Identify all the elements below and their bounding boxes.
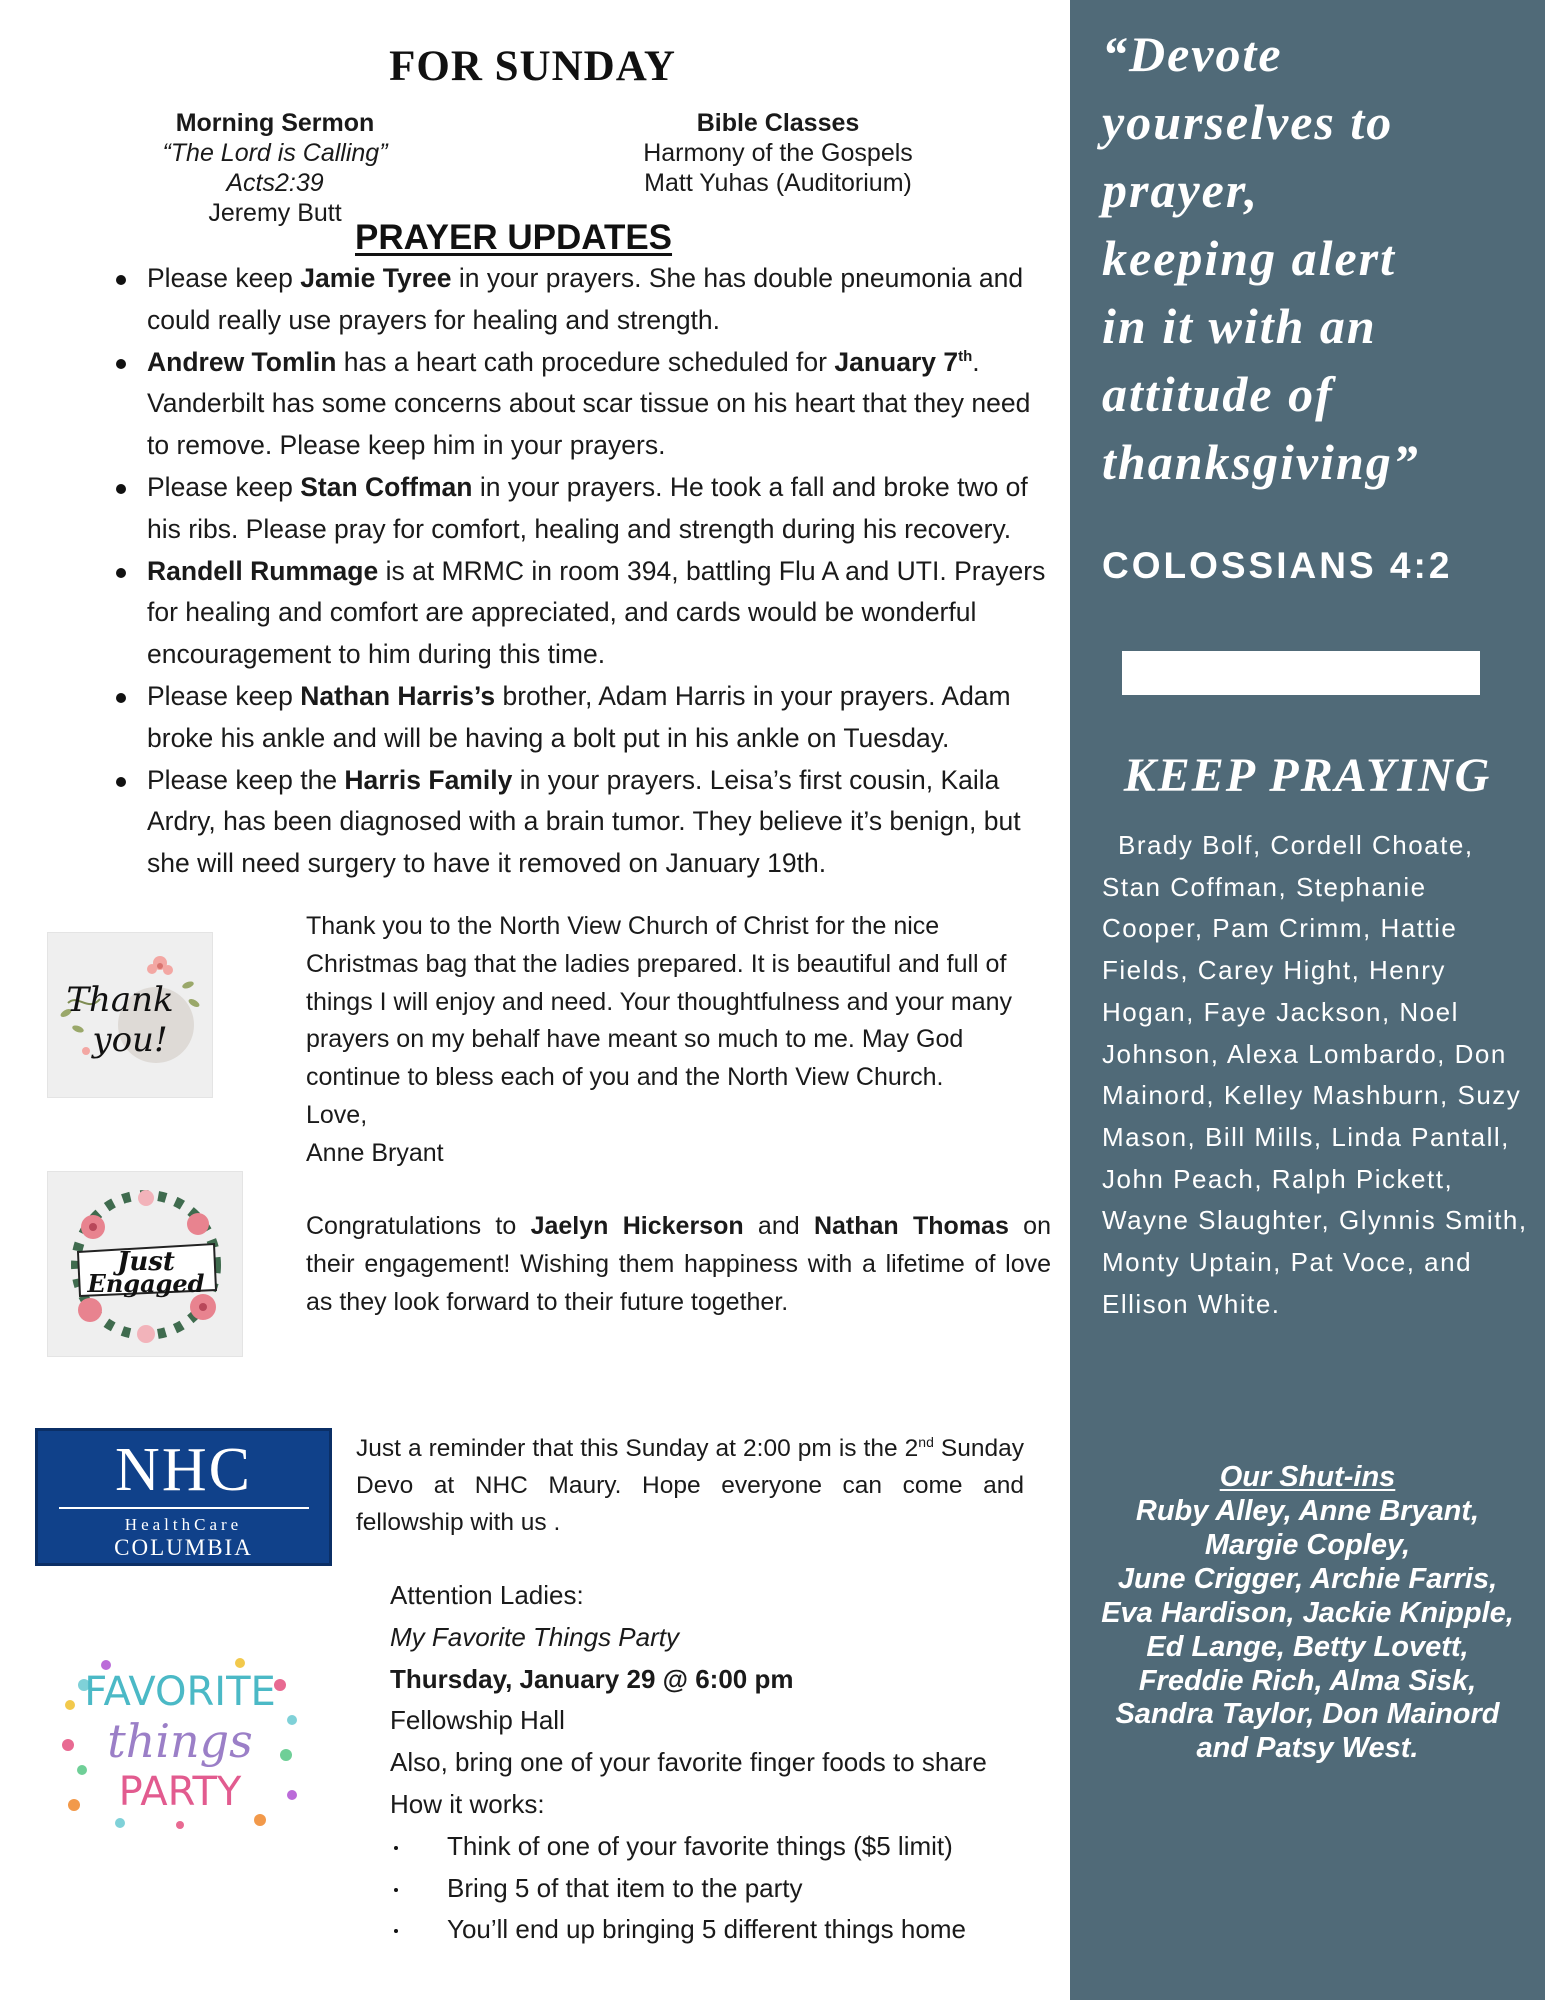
just-engaged-image (47, 1171, 243, 1357)
svg-text:Engaged: Engaged (87, 1269, 205, 1298)
sermon-speaker: Jeremy Butt (208, 199, 342, 227)
keep-praying-heading: KEEP PRAYING (1123, 749, 1492, 802)
party-name: My Favorite Things Party (390, 1621, 679, 1652)
morning-sermon-heading: Morning Sermon (175, 109, 375, 137)
keep-praying-names: Brady Bolf, Cordell Choate, Stan Coffman, Stephanie Cooper, Pam Crimm, Hattie Fields, Carey Hight, Henry Hogan, Faye Jackson, Noel Johnson, Alexa Lombardo, Don Mainord, Kelley Mashburn, Suzy Mason, Bill Mills, Linda Pantall, John Peach, Ralph Pickett, Wayne Slaughter, Glynnis Smith, Monty Uptain, Pat Voce, and Ellison White. (1102, 830, 1528, 1319)
thank-you-message: Thank you to the North View Church of Christ for the nice Christmas bag that the ladies prepared. It is beautiful and full of things I will enjoy and need. Your thoughtfulness and your many prayers on my behalf have meant so much to me. May God continue to bless each of you and the North View Church. (306, 912, 1013, 1092)
shut-ins-block (1070, 1460, 1545, 1766)
divider-box (1122, 651, 1480, 695)
prayer-item: Andrew Tomlin has a heart cath procedure scheduled for January 7th. Vanderbilt has some concerns about scar tissue on his heart that they need to remove. Please keep him in your prayers. (112, 342, 1057, 467)
svg-text:you!: you! (92, 1020, 168, 1060)
sermon-title: “The Lord is Calling” (162, 139, 388, 167)
shut-ins-names: Ruby Alley, Anne Bryant, Margie Copley, June Crigger, Archie Farris, Eva Hardison, Jackie Knipple, Ed Lange, Betty Lovett, Freddie Rich, Alma Sisk, Sandra Taylor, Don Mainord and Patsy West. (1101, 1495, 1514, 1765)
scripture-reference: COLOSSIANS 4:2 (1102, 545, 1453, 586)
prayer-updates-list (112, 258, 1057, 885)
prayer-item: Please keep Nathan Harris’s brother, Adam Harris in your prayers. Adam broke his ankle and will be having a bolt put in his ankle on Tuesday. (112, 676, 1057, 760)
favorite-things-party-image (60, 1655, 300, 1830)
svg-text:things: things (107, 1714, 253, 1768)
nhc-reminder: Just a reminder that this Sunday at 2:00 pm is the 2nd Sunday Devo at NHC Maury. Hope everyone can come and fellowship with us . (356, 1433, 1024, 1536)
page-title: FOR SUNDAY (389, 43, 676, 90)
svg-text:Thank: Thank (66, 980, 174, 1020)
how-it-works-step: You’ll end up bringing 5 different things home (390, 1909, 1070, 1951)
scripture-quote: “Devote yourselves to prayer, keeping alert in it with an attitude of thanksgiving” (1102, 26, 1420, 490)
engagement-announcement: Congratulations to Jaelyn Hickerson and Nathan Thomas on their engagement! Wishing them happiness with a lifetime of love as they look forward to their future together. (306, 1212, 1051, 1316)
bible-class-name: Harmony of the Gospels (643, 139, 913, 167)
thank-you-note (306, 908, 1051, 1173)
prayer-item: Please keep Jamie Tyree in your prayers. She has double pneumonia and could really use prayers for healing and strength. (112, 258, 1057, 342)
how-it-works-step: Bring 5 of that item to the party (390, 1868, 1070, 1910)
bible-classes-block (608, 108, 948, 198)
ladies-attention: Attention Ladies: (390, 1580, 584, 1610)
thank-you-signature: Anne Bryant (306, 1138, 444, 1167)
sermon-scripture: Acts2:39 (226, 169, 324, 197)
nhc-healthcare-logo: NHC HealthCare COLUMBIA (35, 1428, 332, 1566)
sidebar (1070, 0, 1545, 2000)
thank-you-image (47, 932, 213, 1098)
thank-you-illustration (48, 933, 214, 1099)
favorite-things-illustration (60, 1655, 300, 1830)
morning-sermon-block (125, 108, 425, 228)
prayer-item: Please keep the Harris Family in your prayers. Leisa’s first cousin, Kaila Ardry, has been diagnosed with a brain tumor. They believe it’s benign, but she will need surgery to have it removed on January 19th. (112, 760, 1057, 885)
party-location: Fellowship Hall (390, 1705, 565, 1736)
svg-text:PARTY: PARTY (118, 1769, 242, 1815)
svg-text:Just: Just (117, 1247, 175, 1277)
bible-classes-heading: Bible Classes (696, 109, 860, 137)
bible-class-teacher: Matt Yuhas (Auditorium) (644, 169, 912, 197)
prayer-item: Please keep Stan Coffman in your prayers. He took a fall and broke two of his ribs. Please pray for comfort, healing and strength during his recovery. (112, 467, 1057, 551)
shut-ins-heading: Our Shut-ins (1219, 1461, 1396, 1493)
how-it-works-heading: How it works: (390, 1788, 545, 1819)
svg-text:FAVORITE: FAVORITE (84, 1669, 276, 1715)
just-engaged-illustration (48, 1172, 244, 1358)
party-date: Thursday, January 29 @ 6:00 pm (390, 1663, 794, 1694)
prayer-item: Randell Rummage is at MRMC in room 394, battling Flu A and UTI. Prayers for healing and comfort are appreciated, and cards would be wonderful encouragement to him during this time. (112, 551, 1057, 676)
thank-you-closing: Love, (306, 1100, 368, 1129)
prayer-updates-heading: PRAYER UPDATES (355, 218, 673, 257)
favorite-things-announcement (390, 1575, 1070, 1951)
how-it-works-step: Think of one of your favorite things ($5 limit) (390, 1826, 1070, 1868)
party-food-note: Also, bring one of your favorite finger foods to share (390, 1747, 987, 1778)
